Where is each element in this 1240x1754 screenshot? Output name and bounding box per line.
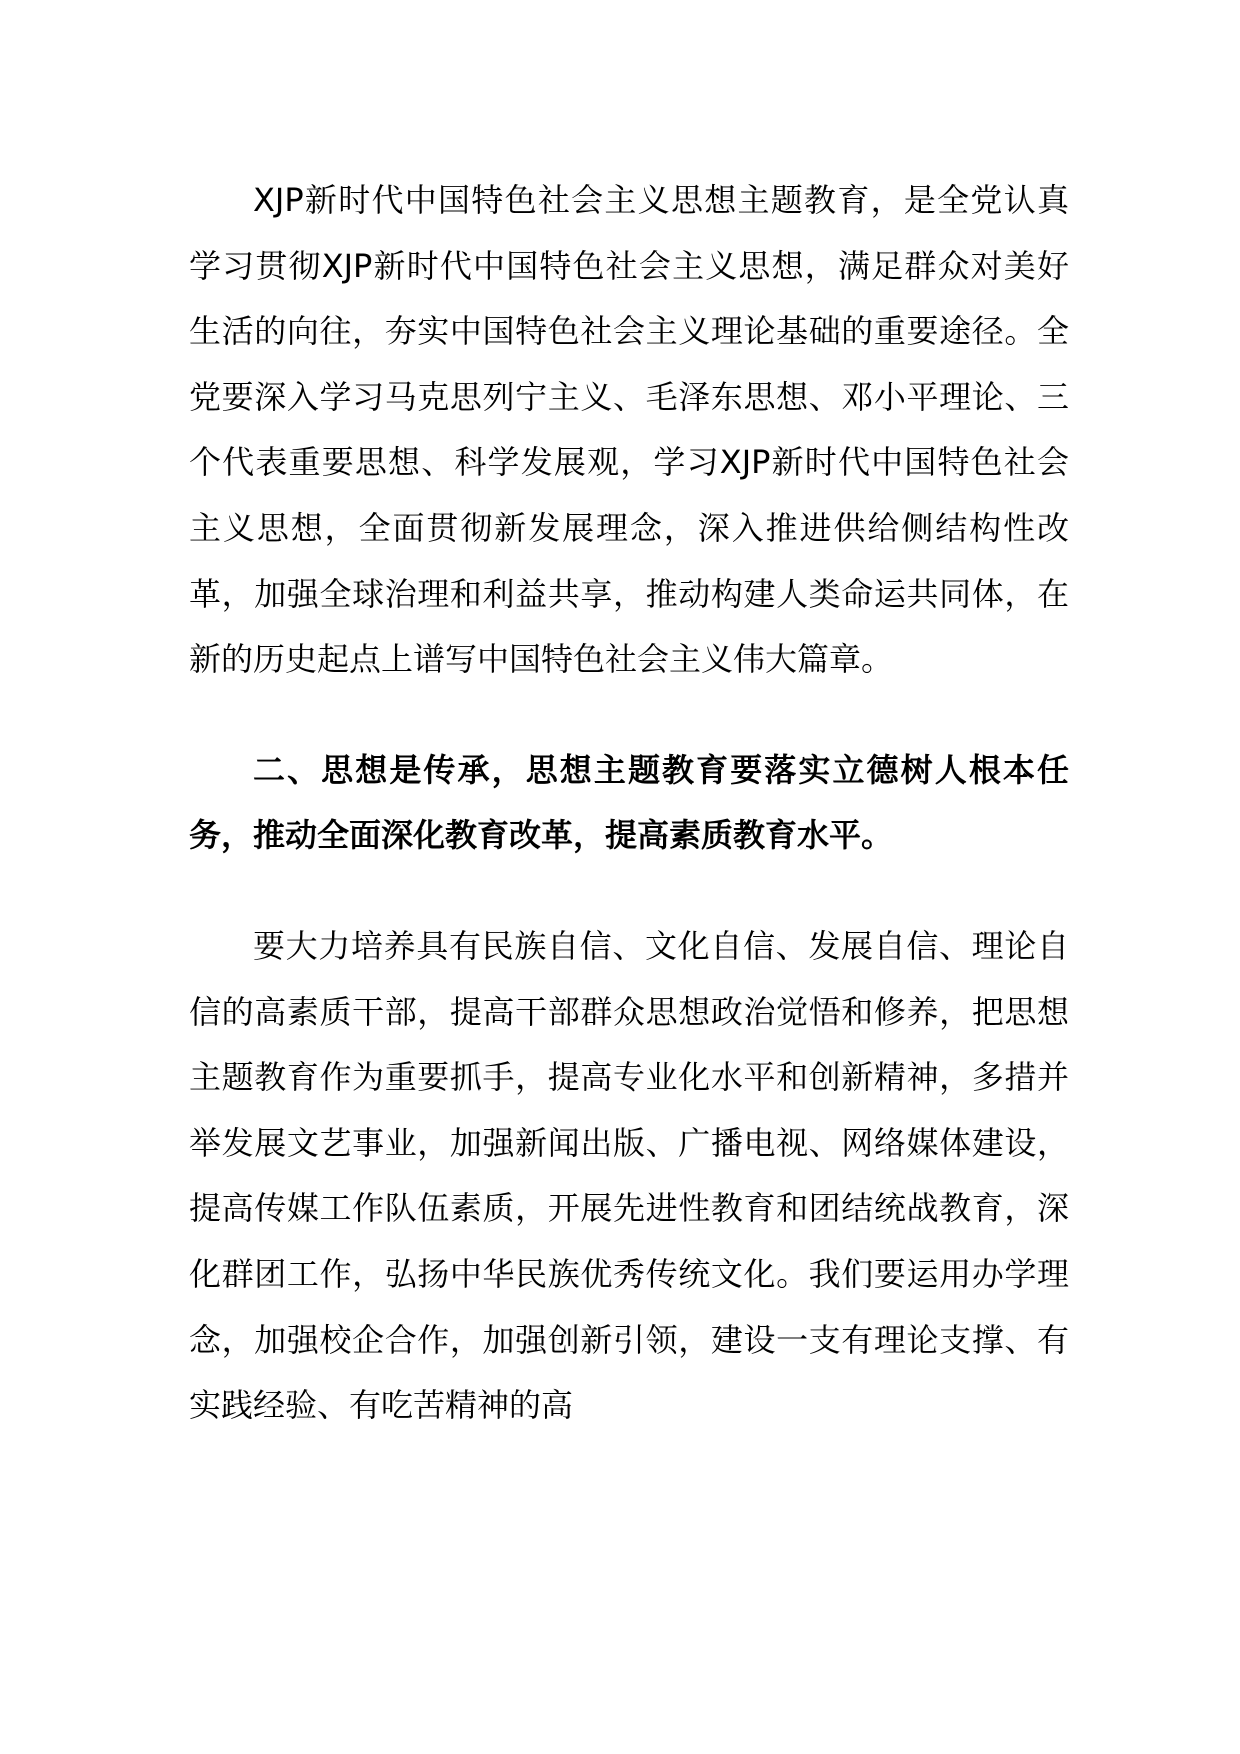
document-body xyxy=(189,168,1069,1439)
body-paragraph: XJP新时代中国特色社会主义思想主题教育，是全党认真学习贯彻XJP新时代中国特色社会主义思想，满足群众对美好生活的向往，夯实中国特色社会主义理论基础的重要途径。全党要深入学习马克思列宁主义、毛泽东思想、邓小平理论、三个代表重要思想、科学发展观，学习XJP新时代中国特色社会主义思想，全面贯彻新发展理念，深入推进供给侧结构性改革，加强全球治理和利益共享，推动构建人类命运共同体，在新的历史起点上谱写中国特色社会主义伟大篇章。 xyxy=(189,181,1069,679)
body-paragraph: 要大力培养具有民族自信、文化自信、发展自信、理论自信的高素质干部，提高干部群众思想政治觉悟和修养，把思想主题教育作为重要抓手，提高专业化水平和创新精神，多措并举发展文艺事业，加强新闻出版、广播电视、网络媒体建设，提高传媒工作队伍素质，开展先进性教育和团结统战教育，深化群团工作，弘扬中华民族优秀传统文化。我们要运用办学理念，加强校企合作，加强创新引领，建设一支有理论支撑、有实践经验、有吃苦精神的高 xyxy=(189,926,1069,1425)
section-heading: 二、思想是传承，思想主题教育要落实立德树人根本任务，推动全面深化教育改革，提高素质教育水平。 xyxy=(189,750,1069,855)
